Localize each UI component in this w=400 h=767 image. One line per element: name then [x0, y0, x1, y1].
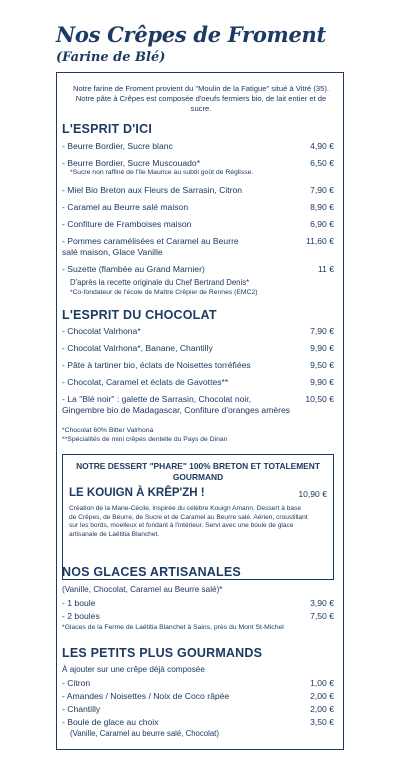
item-name: - La "Blé noir" : galette de Sarrasin, Chocolat noir, Gingembre bio de Madagascar, Confiture d'oranges amères — [62, 394, 291, 415]
glaces-footnote: *Glaces de la Ferme de Laëtitia Blanchet à Sains, près du Mont St-Michel — [62, 624, 284, 631]
signature-dessert-description: Création de la Marie-Cécile, inspirée du célèbre Kouign Amann. Dessert à base de Crêpes, de Beurre, de Sucre et de Caramel au Beurre salé. Aérien, croustillant sur les bords, moelleux et fondant à l'intérieur. Servi avec une boule de glace artisanale de Laëtitia Blanchet. — [69, 505, 308, 538]
section-heading-glaces: NOS GLACES ARTISANALES — [62, 565, 241, 579]
menu-item — [62, 236, 334, 258]
item-price: 4,90 € — [310, 141, 334, 151]
page-title: Nos Crêpes de Froment — [56, 22, 326, 47]
menu-item — [62, 326, 334, 337]
item-name: - Pâte à tartiner bio, éclats de Noisettes torréfiées — [62, 360, 251, 370]
menu-item — [62, 158, 334, 178]
menu-item — [62, 678, 334, 689]
item-name: - Chocolat Valrhona*, Banane, Chantilly — [62, 343, 213, 353]
item-price: 3,50 € — [310, 717, 334, 727]
item-name: - Miel Bio Breton aux Fleurs de Sarrasin, Citron — [62, 185, 243, 195]
item-name: - Citron — [62, 678, 91, 688]
item-name: - 2 boules — [62, 611, 100, 621]
menu-item — [62, 691, 334, 702]
section-heading-esprit-ici: L'ESPRIT D'ICI — [62, 122, 153, 136]
menu-item — [62, 394, 334, 416]
item-name: - Pommes caramélisées et Caramel au Beurre salé maison, Glace Vanille — [62, 236, 239, 257]
menu-item — [62, 264, 334, 275]
chocolat-footnote-2: **Spécialités de mini crêpes dentelle du Pays de Dinan — [62, 436, 228, 443]
menu-item — [62, 185, 334, 196]
intro-text: Notre farine de Froment provient du "Moulin de la Fatigue" situé à Vitré (35). Notre pâte à Crêpes est composée d'oeufs fermiers bio, de lait entier et de sucre. — [73, 84, 329, 113]
item-name: - 1 boule — [62, 598, 96, 608]
item-name: - Chocolat, Caramel et éclats de Gavottes** — [62, 377, 229, 387]
item-name: - Caramel au Beurre salé maison — [62, 202, 189, 212]
suzette-credit: D'après la recette originale du Chef Bertrand Denis* — [70, 278, 250, 287]
section-heading-esprit-chocolat: L'ESPRIT DU CHOCOLAT — [62, 308, 217, 322]
menu-item — [62, 377, 334, 388]
item-price: 11,60 € — [305, 236, 334, 246]
signature-dessert-title: LE KOUIGN À KRÊP'ZH ! — [69, 487, 205, 499]
item-name: - Suzette (flambée au Grand Marnier) — [62, 264, 205, 274]
item-price: 6,90 € — [310, 219, 334, 229]
menu-item — [62, 717, 334, 728]
item-price: 3,90 € — [310, 598, 334, 608]
item-price: 2,00 € — [310, 691, 334, 701]
item-note: *Sucre non raffiné de l'île Maurice au subtil goût de Réglisse. — [70, 169, 254, 176]
item-price: 7,50 € — [310, 611, 334, 621]
item-name: - Beurre Bordier, Sucre blanc — [62, 141, 173, 151]
item-price: 10,50 € — [305, 394, 334, 404]
item-name: - Beurre Bordier, Sucre Muscouado* — [62, 158, 201, 168]
item-price: 2,00 € — [310, 704, 334, 714]
menu-item — [62, 202, 334, 213]
item-price: 9,90 € — [310, 377, 334, 387]
item-price: 9,50 € — [310, 360, 334, 370]
item-price: 8,90 € — [310, 202, 334, 212]
item-price: 7,90 € — [310, 185, 334, 195]
section-heading-petits-plus: LES PETITS PLUS GOURMANDS — [62, 646, 263, 660]
menu-item — [62, 219, 334, 230]
item-price: 7,90 € — [310, 326, 334, 336]
petits-plus-intro: À ajouter sur une crêpe déjà composée — [62, 665, 205, 674]
item-name: - Confiture de Framboises maison — [62, 219, 192, 229]
menu-item — [62, 343, 334, 354]
menu-item — [62, 141, 334, 152]
menu-item — [62, 704, 334, 715]
chocolat-footnote-1: *Chocolat 60% Bitter Valrhona — [62, 427, 154, 434]
item-name: - Boule de glace au choix — [62, 717, 159, 727]
signature-dessert-price: 10,90 € — [298, 489, 327, 499]
menu-item — [62, 611, 334, 622]
signature-dessert-box — [62, 454, 334, 580]
page-subtitle: (Farine de Blé) — [56, 50, 166, 65]
item-price: 9,90 € — [310, 343, 334, 353]
glaces-flavours: (Vanille, Chocolat, Caramel au Beurre salé)* — [62, 585, 223, 594]
glace-flavours-note: (Vanille, Caramel au beurre salé, Chocolat) — [70, 729, 219, 738]
item-price: 6,50 € — [310, 158, 334, 168]
item-name: - Chantilly — [62, 704, 101, 714]
item-price: 1,00 € — [310, 678, 334, 688]
suzette-footnote: *Co-fondateur de l'école de Maître Crêpier de Rennes (EMC2) — [70, 289, 258, 296]
menu-item — [62, 360, 334, 371]
signature-dessert-heading: NOTRE DESSERT "PHARE" 100% BRETON ET TOTALEMENT GOURMAND — [76, 461, 320, 482]
item-name: - Amandes / Noisettes / Noix de Coco râpée — [62, 691, 230, 701]
item-price: 11 € — [317, 264, 334, 274]
item-name: - Chocolat Valrhona* — [62, 326, 141, 336]
menu-item — [62, 598, 334, 609]
